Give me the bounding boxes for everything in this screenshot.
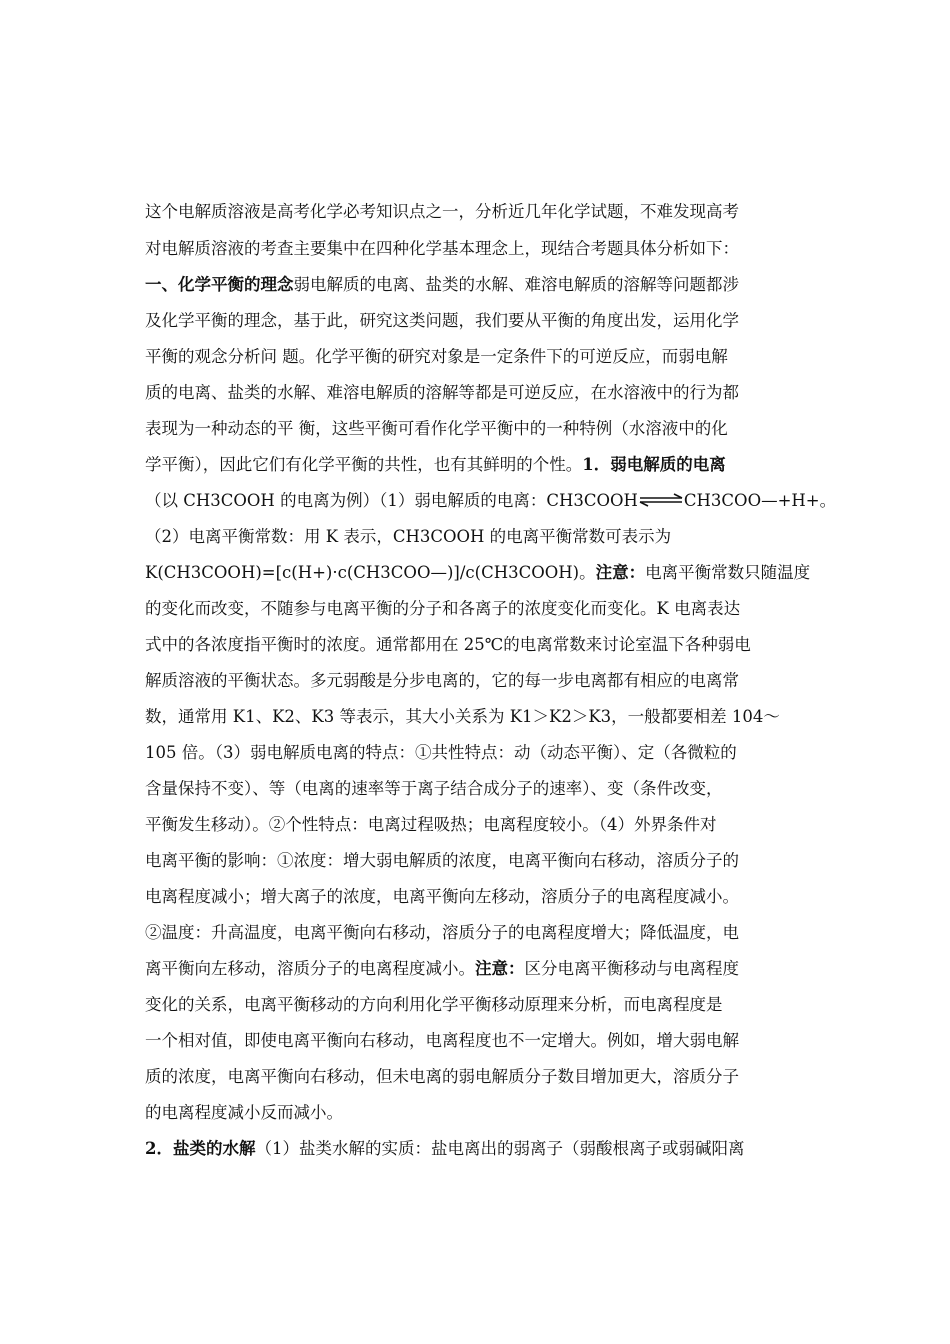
- text-line: [145, 959, 805, 979]
- text-line: [145, 311, 805, 331]
- text-line: [145, 1139, 805, 1159]
- text-run: 质的电离、盐类的水解、难溶电解质的溶解等都是可逆反应，在水溶液中的行为都: [145, 383, 739, 402]
- text-run: 学平衡），因此它们有化学平衡的共性，也有其鲜明的个性。: [145, 455, 583, 474]
- text-line: [145, 599, 805, 619]
- text-run: 弱电解质的电离、盐类的水解、难溶电解质的溶解等问题都涉: [293, 275, 739, 294]
- bold-heading: 注意：: [595, 563, 646, 582]
- text-run: 电离平衡的影响：①浓度：增大弱电解质的浓度，电离平衡向右移动，溶质分子的: [145, 851, 739, 870]
- text-line: [145, 635, 805, 655]
- text-run: （2）电离平衡常数：用 K 表示，CH3COOH 的电离平衡常数可表示为: [145, 527, 672, 546]
- text-run: 电离程度减小；增大离子的浓度，电离平衡向左移动，溶质分子的电离程度减小。: [145, 887, 739, 906]
- text-line: [145, 995, 805, 1015]
- text-run: 的电离程度减小反而减小。: [145, 1103, 343, 1122]
- text-line: [145, 239, 805, 259]
- text-line: [145, 1067, 805, 1087]
- bold-heading: 注意：: [475, 959, 525, 978]
- text-line: [145, 491, 837, 511]
- text-run: 数，通常用 K1、K2、K3 等表示，其大小关系为 K1＞K2＞K3，一般都要相差 104～: [145, 707, 780, 726]
- text-run: 变化的关系，电离平衡移动的方向利用化学平衡移动原理来分析，而电离程度是: [145, 995, 723, 1014]
- reversible-arrow-icon: [639, 493, 683, 507]
- text-line: [145, 815, 805, 835]
- text-line: [145, 563, 811, 583]
- text-run: K(CH3COOH)=[c(H+)·c(CH3COO—)]/c(CH3COOH)。: [145, 563, 596, 582]
- bold-heading: 1．弱电解质的电离: [582, 455, 726, 474]
- text-line: [145, 743, 805, 763]
- text-run: 离平衡向左移动，溶质分子的电离程度减小。: [145, 959, 475, 978]
- text-line: [145, 455, 805, 475]
- text-run: 质的浓度，电离平衡向右移动，但未电离的弱电解质分子数目增加更大，溶质分子: [145, 1067, 739, 1086]
- text-run: 解质溶液的平衡状态。多元弱酸是分步电离的，它的每一步电离都有相应的电离常: [145, 671, 739, 690]
- text-line: [145, 527, 805, 547]
- text-run: 平衡的观念分析问 题。化学平衡的研究对象是一定条件下的可逆反应，而弱电解: [145, 347, 728, 366]
- text-run: （1）盐类水解的实质：盐电离出的弱离子（弱酸根离子或弱碱阳离: [255, 1139, 745, 1158]
- text-line: [145, 851, 805, 871]
- text-run: 一个相对值，即使电离平衡向右移动，电离程度也不一定增大。例如，增大弱电解: [145, 1031, 739, 1050]
- text-line: [145, 347, 805, 367]
- bold-heading: 一、化学平衡的理念: [145, 275, 294, 294]
- text-line: [145, 671, 805, 691]
- text-run: 的变化而改变，不随参与电离平衡的分子和各离子的浓度变化而变化。K 电离表达: [145, 599, 741, 618]
- text-run: 表现为一种动态的平 衡，这些平衡可看作化学平衡中的一种特例（水溶液中的化: [145, 419, 728, 438]
- text-run: 含量保持不变）、等（电离的速率等于离子结合成分子的速率）、变（条件改变，: [145, 779, 723, 798]
- text-run: CH3COO—+H+。: [683, 491, 837, 510]
- text-run: 电离平衡常数只随温度: [645, 563, 811, 582]
- text-line: [145, 779, 805, 799]
- text-line: [145, 275, 805, 295]
- text-line: [145, 887, 805, 907]
- text-run: ②温度：升高温度，电离平衡向右移动，溶质分子的电离程度增大；降低温度，电: [145, 923, 739, 942]
- text-run: 区分电离平衡移动与电离程度: [524, 959, 739, 978]
- text-line: [145, 202, 805, 222]
- text-run: 105 倍。（3）弱电解质电离的特点：①共性特点：动（动态平衡）、定（各微粒的: [145, 743, 737, 762]
- text-line: [145, 1103, 805, 1123]
- bold-heading: 2．盐类的水解: [145, 1139, 256, 1158]
- text-line: [145, 923, 805, 943]
- text-run: 这个电解质溶液是高考化学必考知识点之一，分析近几年化学试题，不难发现高考: [145, 202, 739, 221]
- text-line: [145, 419, 805, 439]
- text-line: [145, 707, 805, 727]
- text-run: 及化学平衡的理念，基于此，研究这类问题，我们要从平衡的角度出发，运用化学: [145, 311, 739, 330]
- text-run: 式中的各浓度指平衡时的浓度。通常都用在 25℃的电离常数来讨论室温下各种弱电: [145, 635, 751, 654]
- text-run: 平衡发生移动）。②个性特点：电离过程吸热；电离程度较小。（4）外界条件对: [145, 815, 717, 834]
- text-line: [145, 1031, 805, 1051]
- text-run: 对电解质溶液的考查主要集中在四种化学基本理念上，现结合考题具体分析如下：: [145, 239, 739, 258]
- text-line: [145, 383, 805, 403]
- text-run: （以 CH3COOH 的电离为例）（1）弱电解质的电离：CH3COOH: [145, 491, 638, 510]
